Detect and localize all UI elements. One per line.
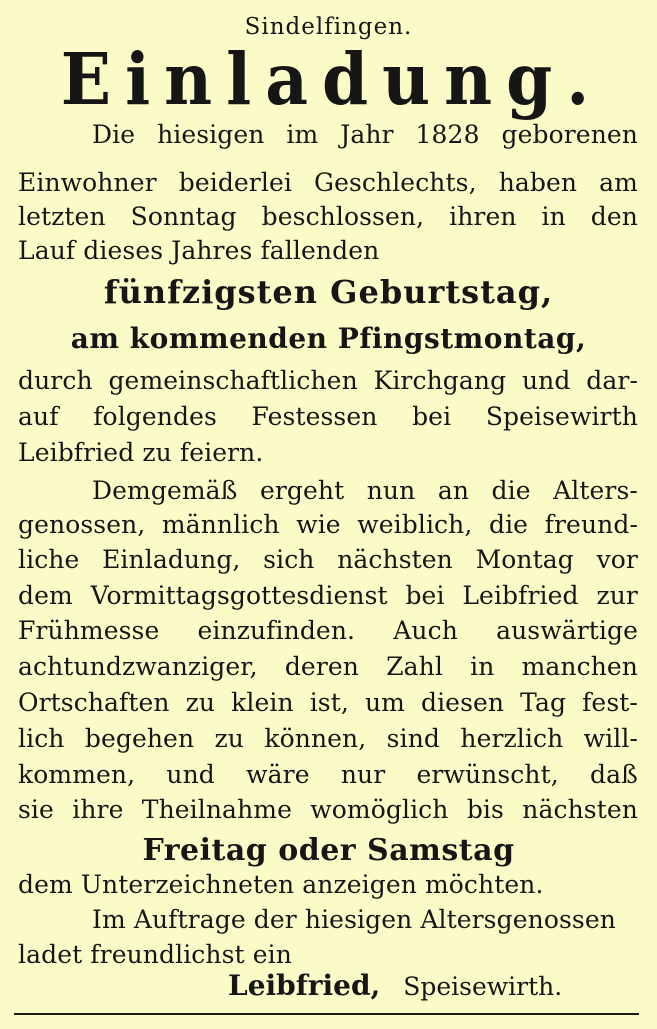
paragraph3-line1	[92, 478, 638, 503]
heading-reply-days: Freitag oder Samstag	[142, 833, 515, 868]
word: zu	[185, 688, 216, 717]
word: beschlossen,	[261, 202, 425, 231]
word: Sonntag	[130, 202, 237, 231]
word: die	[488, 510, 529, 539]
word: herzlich	[460, 724, 564, 753]
paragraph3-line3	[18, 547, 638, 572]
paragraph3-line6	[18, 654, 638, 679]
word: ergeht	[259, 476, 345, 505]
word: folgendes	[93, 402, 217, 431]
paragraph2-line2	[18, 404, 638, 429]
word: Einladung,	[102, 545, 241, 574]
word: Auch	[393, 616, 458, 645]
word: in	[541, 202, 566, 231]
paragraph3-line5	[18, 618, 638, 643]
paragraph4-line1: dem Unterzeichneten anzeigen möchten.	[18, 870, 544, 899]
word: bei	[405, 581, 445, 610]
paragraph1-line2	[18, 170, 638, 195]
word: diesen	[420, 688, 505, 717]
paragraph4-line2: Im Auftrage der hiesigen Altersgenossen	[92, 905, 616, 934]
word: Frühmesse	[18, 616, 160, 645]
paragraph3-line9	[18, 762, 638, 787]
word: im	[286, 120, 319, 149]
word: wie	[296, 510, 341, 539]
word: deren	[284, 652, 359, 681]
word: womöglich	[310, 795, 449, 824]
word: liche	[18, 545, 80, 574]
word: dar-	[586, 366, 638, 395]
word: 1828	[415, 120, 480, 149]
word: nur	[340, 760, 386, 789]
paragraph2-line1	[18, 368, 638, 393]
word: an	[437, 476, 470, 505]
word: ihre	[72, 795, 124, 824]
word: einzufinden.	[197, 616, 356, 645]
word: in	[470, 652, 495, 681]
word: manchen	[521, 652, 638, 681]
word: Einwohner	[18, 168, 157, 197]
paragraph1-line1	[92, 122, 638, 147]
word: beiderlei	[178, 168, 292, 197]
word: nun	[366, 476, 416, 505]
word: die	[491, 476, 531, 505]
word: klein	[231, 688, 294, 717]
word: Alters-	[553, 476, 638, 505]
word: kommen,	[18, 760, 136, 789]
heading-date: am kommenden Pfingstmontag,	[70, 322, 587, 355]
word: dem	[18, 581, 73, 610]
word: und	[166, 760, 215, 789]
word: bei	[412, 402, 452, 431]
word: Festessen	[251, 402, 378, 431]
word: sich	[263, 545, 315, 574]
word: Geschlechts,	[314, 168, 477, 197]
word: nächsten	[522, 795, 638, 824]
word: zur	[596, 581, 638, 610]
word: sind	[386, 724, 441, 753]
word: fest-	[582, 688, 638, 717]
word: sie	[18, 795, 54, 824]
word: ist,	[309, 688, 349, 717]
paragraph3-line10	[18, 797, 638, 822]
paragraph3-line7	[18, 690, 638, 715]
word: den	[590, 202, 638, 231]
word: vor	[596, 545, 638, 574]
word: am	[599, 168, 638, 197]
word: hiesigen	[157, 120, 265, 149]
word: und	[521, 366, 571, 395]
word: durch	[18, 366, 93, 395]
word: männlich	[161, 510, 280, 539]
signature	[228, 969, 563, 1002]
word: auf	[18, 402, 59, 431]
word: Demgemäß	[92, 476, 238, 505]
word: Ortschaften	[18, 688, 170, 717]
word: begehen	[84, 724, 195, 753]
word: wäre	[246, 760, 310, 789]
word: bis	[466, 795, 504, 824]
word: letzten	[18, 202, 106, 231]
paragraph1-line3	[18, 204, 638, 229]
word: nächsten	[337, 545, 453, 574]
word: Kirchgang	[373, 366, 507, 395]
word: ihren	[449, 202, 517, 231]
word: Theilnahme	[141, 795, 292, 824]
word: lich	[18, 724, 65, 753]
paragraph3-line4	[18, 583, 638, 608]
word: geborenen	[501, 120, 638, 149]
paragraph3-line2	[18, 512, 638, 537]
word: können,	[264, 724, 367, 753]
word: zu	[214, 724, 244, 753]
word: genossen,	[18, 510, 146, 539]
word: Die	[92, 120, 136, 149]
word: Leibfried	[462, 581, 579, 610]
signature-role: Speisewirth.	[403, 972, 563, 1001]
word: Zahl	[386, 652, 443, 681]
word: haben	[498, 168, 578, 197]
word: Montag	[475, 545, 574, 574]
heading-birthday: fünfzigsten Geburtstag,	[103, 273, 554, 311]
word: um	[364, 688, 405, 717]
word: Vormittagsgottesdienst	[90, 581, 388, 610]
place-name: Sindelfingen.	[244, 14, 413, 40]
word: gemeinschaftlichen	[108, 366, 358, 395]
paragraph1-line4: Lauf dieses Jahres fallenden	[18, 236, 380, 265]
word: will-	[583, 724, 638, 753]
word: weiblich,	[357, 510, 473, 539]
signature-name: Leibfried,	[228, 969, 381, 1002]
paragraph2-line3: Leibfried zu feiern.	[18, 438, 264, 467]
word: auswärtige	[496, 616, 638, 645]
word: erwünscht,	[416, 760, 559, 789]
word: daß	[590, 760, 638, 789]
word: Jahr	[340, 120, 394, 149]
ad-title: Einladung.	[60, 36, 604, 122]
word: Speisewirth	[485, 402, 638, 431]
paragraph3-line8	[18, 726, 638, 751]
word: achtundzwanziger,	[18, 652, 258, 681]
paragraph4-line3: ladet freundlichst ein	[18, 940, 292, 969]
bottom-rule	[14, 1013, 639, 1015]
word: Tag	[520, 688, 567, 717]
word: freund-	[544, 510, 638, 539]
